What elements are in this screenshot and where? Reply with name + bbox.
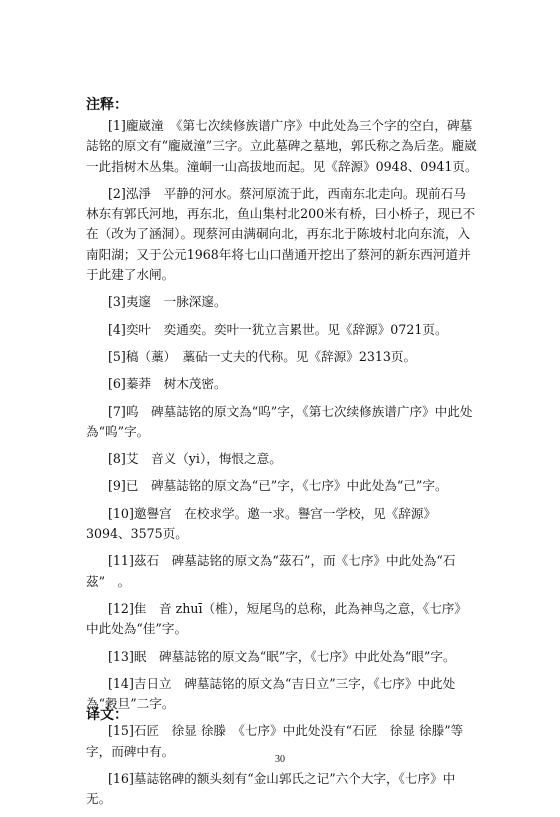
note-item: [11]茲石 碑墓誌铭的原文為“茲石”，而《七序》中此处為“石茲” 。 (86, 553, 456, 589)
note-item: [12]隹 音 zhuī（椎），短尾鸟的总称，此為神鸟之意，《七序》中此处為“佳”字。 (86, 600, 467, 637)
translation-heading: 译文： (86, 707, 128, 723)
note-item: [10]邀譽宫 在校求学。邀一求。譽宫一学校，见《辞源》3094、3575页。 (86, 505, 437, 542)
note-item: [13]眠 碑墓誌铭的原文為“眠”字，《七序》中此处為“眼”字。 (108, 648, 456, 664)
note-item: [7]呜 碑墓誌铭的原文為“呜”字，《第七次续修族谱广序》中此处為“呜”字。 (86, 403, 473, 439)
note-item: [9]已 碑墓誌铭的原文為“已”字，《七序》中此处為“己”字。 (108, 478, 448, 494)
note-item: [1]龐崴潼 《第七次续修族谱广序》中此处為三个字的空白，碑墓誌铭的原文有“龐崴潼”三字。立此墓碑之墓地，郭氏称之為后垄。龐崴一此指树木丛集。潼峒一山高拔地而起。见《辞源》0948、0941页。 (86, 118, 478, 174)
note-item: [5]稿（藁） 藁砧一丈夫的代称。见《辞源》2313页。 (108, 348, 417, 364)
note-item: [6]蓁莽 树木茂密。 (108, 376, 227, 392)
page-number: 30 (275, 754, 285, 765)
note-item: [2]泓淨 平静的河水。蔡河原流于此，西南东北走向。现前石马林东有郭氏河地，再东北，鱼山集村北200米有桥，曰小桥子，现已不在（改为了涵洞）。现蔡河由满硐向北，再东北于陈坡村北向东流，入南阳湖；又于公元1968年将七山口凿通开挖出了蔡河的新东西河道并于此建了水闸。 (86, 185, 476, 283)
annotations-heading: 注释： (86, 97, 128, 113)
note-item: [4]奕叶 奕通奕。奕叶一犹立言累世。见《辞源》0721页。 (108, 321, 448, 337)
note-item: [3]夷邃 一脉深邃。 (108, 294, 227, 310)
notes-list (86, 116, 478, 817)
note-item: [8]艾 音义（yi），悔恨之意。 (108, 451, 282, 467)
note-item: [16]墓誌铭碑的额头刻有“金山郭氏之记”六个大字，《七序》中无。 (86, 771, 456, 807)
note-item: [14]吉日立 碑墓誌铭的原文為“吉日立”三字，《七序》中此处為“穀旦”二字。 (86, 675, 456, 712)
note-item: [15]石匠 徐显 徐滕 《七序》中此处没有“石匠 徐显 徐滕”等字，而碑中有。 (86, 723, 464, 759)
